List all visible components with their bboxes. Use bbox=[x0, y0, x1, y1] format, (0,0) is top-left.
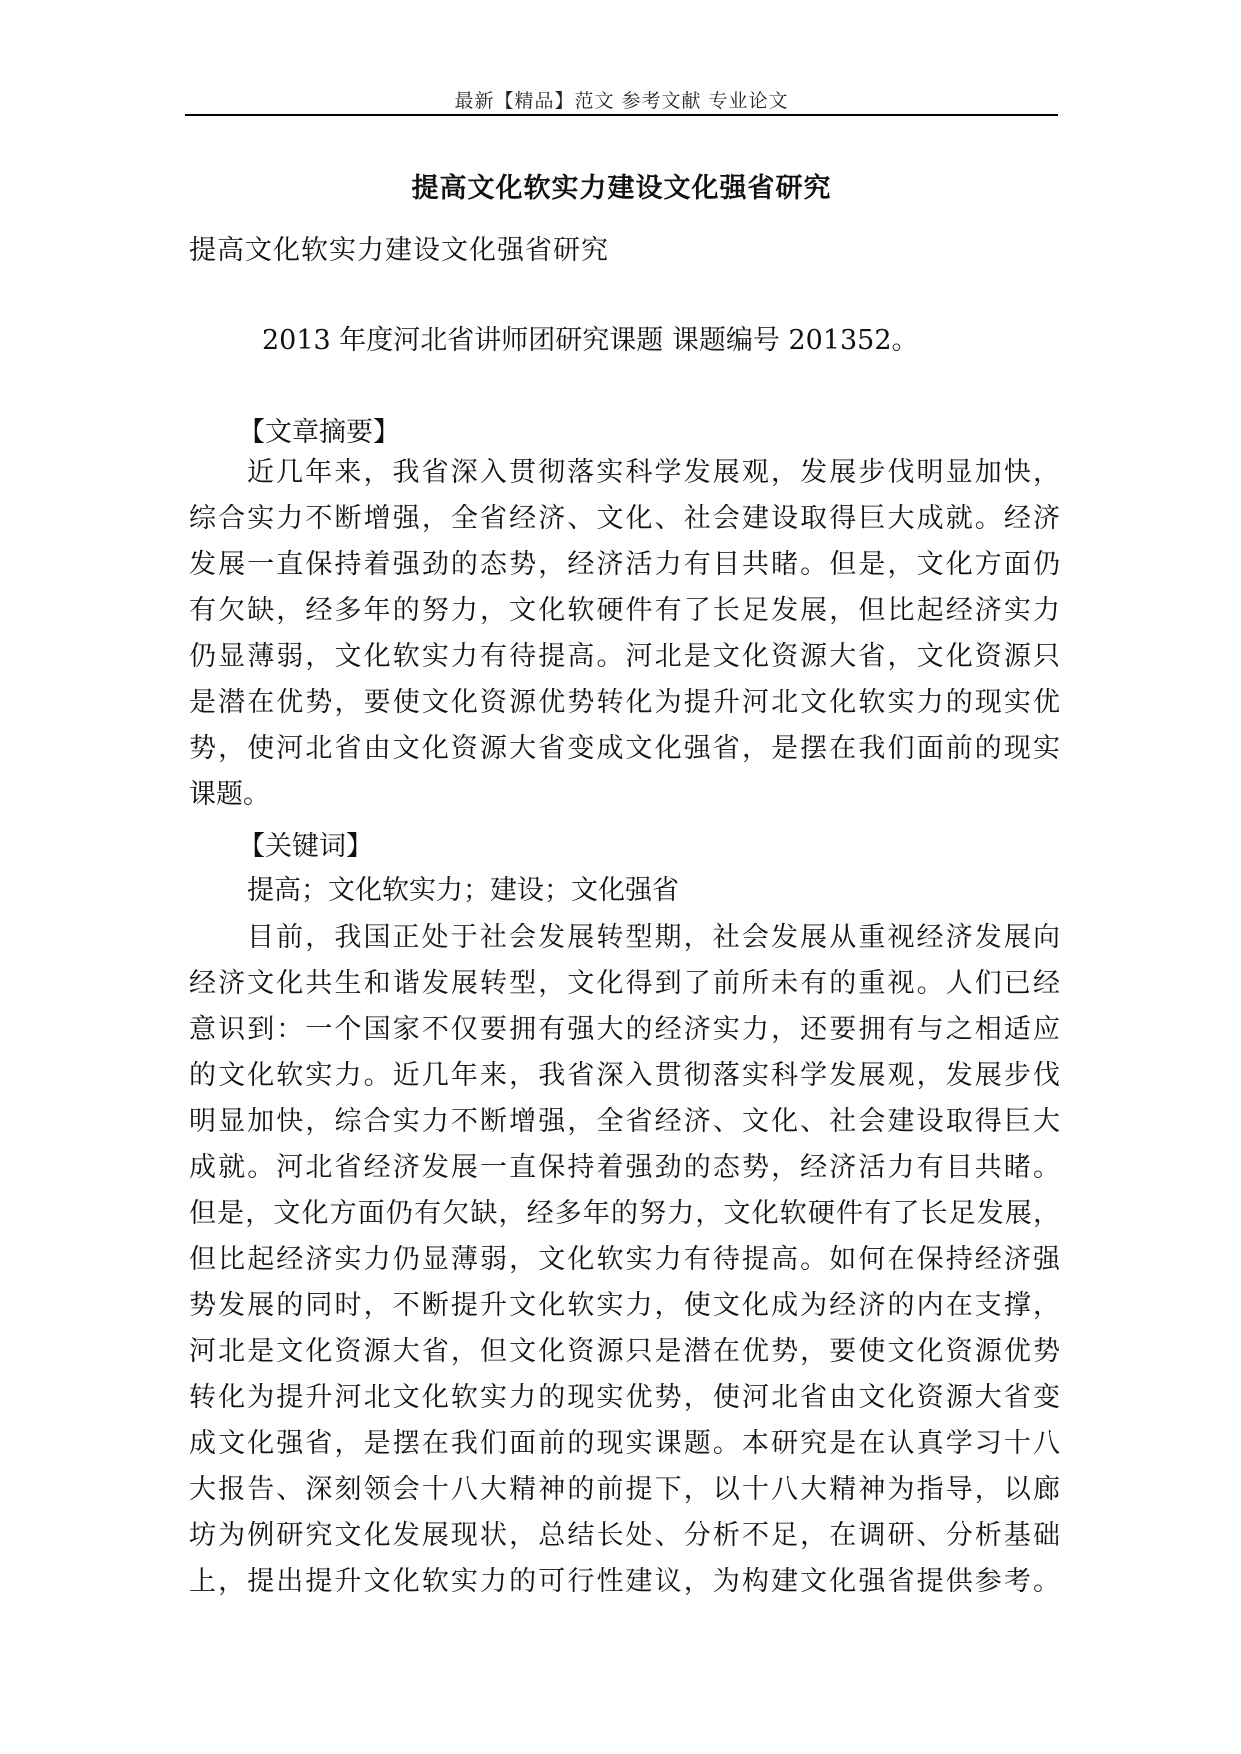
body-line: 成文化强省，是摆在我们面前的现实课题。本研究是在认真学习十八 bbox=[189, 1428, 1060, 1459]
abstract-line: 课题。 bbox=[189, 779, 270, 810]
abstract-line: 有欠缺，经多年的努力，文化软硬件有了长足发展，但比起经济实力 bbox=[189, 595, 1060, 626]
document-subtitle: 提高文化软实力建设文化强省研究 bbox=[189, 235, 609, 266]
body-line: 转化为提升河北文化软实力的现实优势，使河北省由文化资源大省变 bbox=[189, 1382, 1060, 1413]
abstract-line: 是潜在优势，要使文化资源优势转化为提升河北文化软实力的现实优 bbox=[189, 687, 1060, 718]
project-note: 2013 年度河北省讲师团研究课题 课题编号 201352。 bbox=[262, 325, 919, 356]
abstract-line: 发展一直保持着强劲的态势，经济活力有目共睹。但是，文化方面仍 bbox=[189, 549, 1060, 580]
body-line: 坊为例研究文化发展现状，总结长处、分析不足，在调研、分析基础 bbox=[189, 1520, 1060, 1551]
keywords-label: 【关键词】 bbox=[238, 831, 373, 862]
body-paragraph bbox=[189, 915, 1060, 1605]
body-line: 势发展的同时，不断提升文化软实力，使文化成为经济的内在支撑， bbox=[189, 1290, 1060, 1321]
abstract-paragraph bbox=[189, 450, 1060, 818]
body-line: 的文化软实力。近几年来，我省深入贯彻落实科学发展观，发展步伐 bbox=[189, 1060, 1060, 1091]
abstract-line: 势，使河北省由文化资源大省变成文化强省，是摆在我们面前的现实 bbox=[189, 733, 1060, 764]
body-line: 但比起经济实力仍显薄弱，文化软实力有待提高。如何在保持经济强 bbox=[189, 1244, 1060, 1275]
body-line: 上，提出提升文化软实力的可行性建议，为构建文化强省提供参考。 bbox=[189, 1566, 1060, 1597]
body-line: 河北是文化资源大省，但文化资源只是潜在优势，要使文化资源优势 bbox=[189, 1336, 1060, 1367]
body-line: 成就。河北省经济发展一直保持着强劲的态势，经济活力有目共睹。 bbox=[189, 1152, 1060, 1183]
body-line: 经济文化共生和谐发展转型，文化得到了前所未有的重视。人们已经 bbox=[189, 968, 1060, 999]
page-header: 最新【精品】范文 参考文献 专业论文 bbox=[454, 90, 789, 112]
abstract-line: 仍显薄弱，文化软实力有待提高。河北是文化资源大省，文化资源只 bbox=[189, 641, 1060, 672]
document-title: 提高文化软实力建设文化强省研究 bbox=[411, 173, 832, 204]
header-rule bbox=[185, 114, 1058, 116]
body-line: 大报告、深刻领会十八大精神的前提下，以十八大精神为指导，以廊 bbox=[189, 1474, 1060, 1505]
abstract-label: 【文章摘要】 bbox=[238, 417, 400, 448]
abstract-line: 综合实力不断增强，全省经济、文化、社会建设取得巨大成就。经济 bbox=[189, 503, 1060, 534]
abstract-line: 近几年来，我省深入贯彻落实科学发展观，发展步伐明显加快， bbox=[247, 457, 1060, 488]
body-line: 目前，我国正处于社会发展转型期，社会发展从重视经济发展向 bbox=[247, 922, 1060, 953]
body-line: 明显加快，综合实力不断增强，全省经济、文化、社会建设取得巨大 bbox=[189, 1106, 1060, 1137]
keywords-text: 提高；文化软实力；建设；文化强省 bbox=[247, 875, 679, 906]
body-line: 但是，文化方面仍有欠缺，经多年的努力，文化软硬件有了长足发展， bbox=[189, 1198, 1060, 1229]
body-line: 意识到：一个国家不仅要拥有强大的经济实力，还要拥有与之相适应 bbox=[189, 1014, 1060, 1045]
